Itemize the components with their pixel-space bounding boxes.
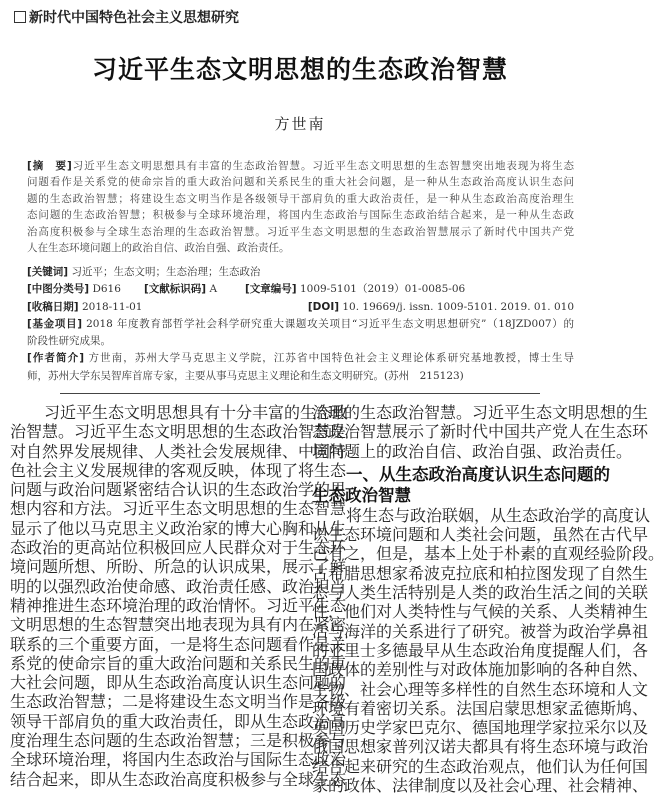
fund-line-2: 阶段性研究成果。 — [27, 335, 111, 348]
body-line: 系党的使命宗旨的重大政治问题和关系民生的重 — [10, 653, 347, 673]
abstract-line: 治高度积极参与全球生态治理的生态政治智慧。习近平生态文明思想的生态政治智慧展示了新时代中国共产党 — [27, 225, 574, 238]
square-outline-icon — [14, 11, 26, 23]
body-line: 大社会问题，即从生态政治高度认识生态问题的 — [10, 673, 347, 693]
abstract-text: 习近平生态文明思想具有丰富的生态政治智慧。习近平生态文明思想的生态智慧突出地表现为将生态 — [71, 160, 574, 172]
section-header-text: 新时代中国特色社会主义思想研究 — [29, 10, 239, 26]
body-line: 联系的三个重要方面，一是将生态问题看作是关 — [10, 634, 347, 654]
body-line: 态与人类生活特别是人类的政治生活之间的关联 — [312, 583, 649, 603]
body-line: 性，他们对人类特性与气候的关系、人类精神生 — [312, 602, 649, 622]
section-heading: 一、从生态政治高度认识生态问题的 — [346, 464, 610, 484]
article-no-value: 1009-5101（2019）01-0085-06 — [299, 283, 466, 296]
body-line: 环境有着密切关系。法国启蒙思想家孟德斯鸠、 — [312, 698, 649, 718]
body-line: 境问题所想、所盼、所急的认识成果，展示了鲜 — [10, 557, 347, 577]
doccode-label: [文献标识码] — [144, 283, 207, 296]
body-line: 生物、社会心理等多样性的自然生态环境和人文 — [312, 679, 649, 699]
article-metadata — [27, 264, 574, 385]
body-line: 习近平生态文明思想具有十分丰富的生态政 — [44, 403, 349, 422]
body-line: 治理的生态政治智慧。习近平生态文明思想的生 — [312, 403, 649, 422]
body-line: 国政体的差别性与对政体施加影响的各种自然、 — [312, 660, 649, 680]
body-line: 精神推进生态环境治理的政治情怀。习近平生态 — [10, 595, 347, 615]
body-line: 问题与政治问题紧密结合认识的生态政治学的思 — [10, 480, 347, 500]
body-line: 明的以强烈政治使命感、政治责任感、政治担当 — [10, 576, 347, 596]
body-line: 生态政治智慧；二是将建设生态文明当作是各级 — [10, 692, 347, 712]
doi-label: [DOI] — [307, 300, 340, 313]
fund-text: 2018 年度教育部哲学社会科学研究重大课题攻关项目“习近平生态文明思想研究”（18JZD007）的 — [86, 317, 574, 330]
body-line: 全球环境治理，将国内生态政治与国际生态政治 — [10, 750, 347, 770]
body-line: 对自然界发展规律、人类社会发展规律、中国特 — [10, 441, 347, 461]
received-label: [收稿日期] — [27, 300, 79, 313]
fund-label: [基金项目] — [27, 317, 83, 330]
keywords-label: [关键词] — [27, 266, 69, 278]
body-line: 色社会主义发展规律的客观反映，体现了将生态 — [10, 460, 347, 480]
body-line: 显示了他以马克思主义政治家的博大心胸和从生 — [10, 518, 347, 538]
classification-line — [27, 281, 574, 298]
body-line: 结合起来研究的生态政治观点，他们认为任何国 — [312, 756, 649, 776]
abstract-line: 态问题的生态政治智慧；积极参与全球环境治理，将国内生态政治与国际生态政治结合起来，是一种从生态政 — [27, 209, 574, 222]
section-header — [14, 7, 239, 27]
received-value: 2018-11-01 — [81, 300, 143, 313]
body-line: 态政治智慧展示了新时代中国共产党人在生态环 — [312, 422, 649, 442]
abstract-label: [摘 要] — [27, 160, 72, 172]
received-doi-line — [27, 299, 574, 316]
section-heading: 生态政治智慧 — [312, 485, 411, 505]
body-line: 识生态环境问题和人类社会问题，虽然在古代早 — [312, 525, 649, 545]
abstract-line: 人在生态环境问题上的政治自信、政治自强、政治责任。 — [27, 241, 290, 254]
body-line: 家的政体、法律制度以及社会心理、社会精神、 — [312, 776, 649, 796]
body-line: 结合起来，即从生态政治高度积极参与全球生态 — [10, 769, 347, 789]
bio-text: 方世南，苏州大学马克思主义学院，江苏省中国特色社会主义理论体系研究基地教授，博士生导 — [88, 352, 574, 365]
body-line: 古希腊思想家希波克拉底和柏拉图发现了自然生 — [312, 563, 649, 583]
body-line: 度治理生态问题的生态政治智慧；三是积极参与 — [10, 731, 347, 751]
doi-value: 10. 19669/j. issn. 1009-5101. 2019. 01. 010 — [342, 300, 574, 313]
body-line: 领导干部肩负的重大政治责任，即从生态政治高 — [10, 711, 347, 731]
abstract-line: 问题看作是关系党的使命宗旨的重大政治问题和关系民生的重大社会问题，是一种从生态政治高度认识生态问 — [27, 176, 574, 189]
separator-rule — [60, 393, 540, 394]
keywords-line — [27, 264, 574, 281]
body-line: 俄国思想家普列汉诺夫都具有将生态环境与政治 — [312, 737, 649, 757]
body-line: 已有之，但是，基本上处于朴素的直观经验阶段。 — [312, 544, 664, 564]
body-line: 态政治的更高站位积极回应人民群众对于生态环 — [10, 538, 347, 558]
bio-label: [作者简介] — [27, 352, 85, 365]
abstract — [27, 158, 574, 256]
body-left-column — [10, 403, 349, 789]
bio-line-1 — [27, 350, 574, 367]
body-line: 英国历史学家巴克尔、德国地理学家拉采尔以及 — [312, 718, 649, 738]
body-line: 文明思想的生态智慧突出地表现为具有内在紧密 — [10, 615, 347, 635]
body-line: 想内容和方法。习近平生态文明思想的生态智慧 — [10, 499, 347, 519]
body-line: 活与海洋的关系进行了研究。被誉为政治学鼻祖 — [312, 621, 649, 641]
article-author: 方世南 — [274, 115, 326, 133]
article-title: 习近平生态文明思想的生态政治智慧 — [91, 55, 508, 84]
fund-line-1 — [27, 316, 574, 333]
body-line: 治智慧。习近平生态文明思想的生态政治智慧是 — [10, 422, 347, 442]
body-line: 将生态与政治联姻，从生态政治学的高度认 — [346, 505, 651, 525]
body-line: 境问题上的政治自信、政治自强、政治责任。 — [312, 441, 633, 461]
clc-value: D616 — [92, 283, 121, 296]
body-right-column — [312, 403, 664, 796]
clc-label: [中图分类号] — [27, 283, 90, 296]
doccode-value: A — [209, 283, 218, 296]
body-line: 的亚里士多德最早从生态政治角度提醒人们，各 — [312, 640, 649, 660]
abstract-line — [27, 158, 574, 174]
keywords: 习近平；生态文明；生态治理；生态政治 — [71, 266, 261, 278]
abstract-line: 题的生态政治智慧；将建设生态文明当作是各级领导干部肩负的重大政治责任，是一种从生态政治高度治理生 — [27, 192, 574, 205]
bio-line-2: 师，苏州大学东吴智库首席专家，主要从事马克思主义理论和生态文明研究。(苏州 215123) — [27, 369, 464, 382]
article-no-label: [文章编号] — [245, 283, 297, 296]
